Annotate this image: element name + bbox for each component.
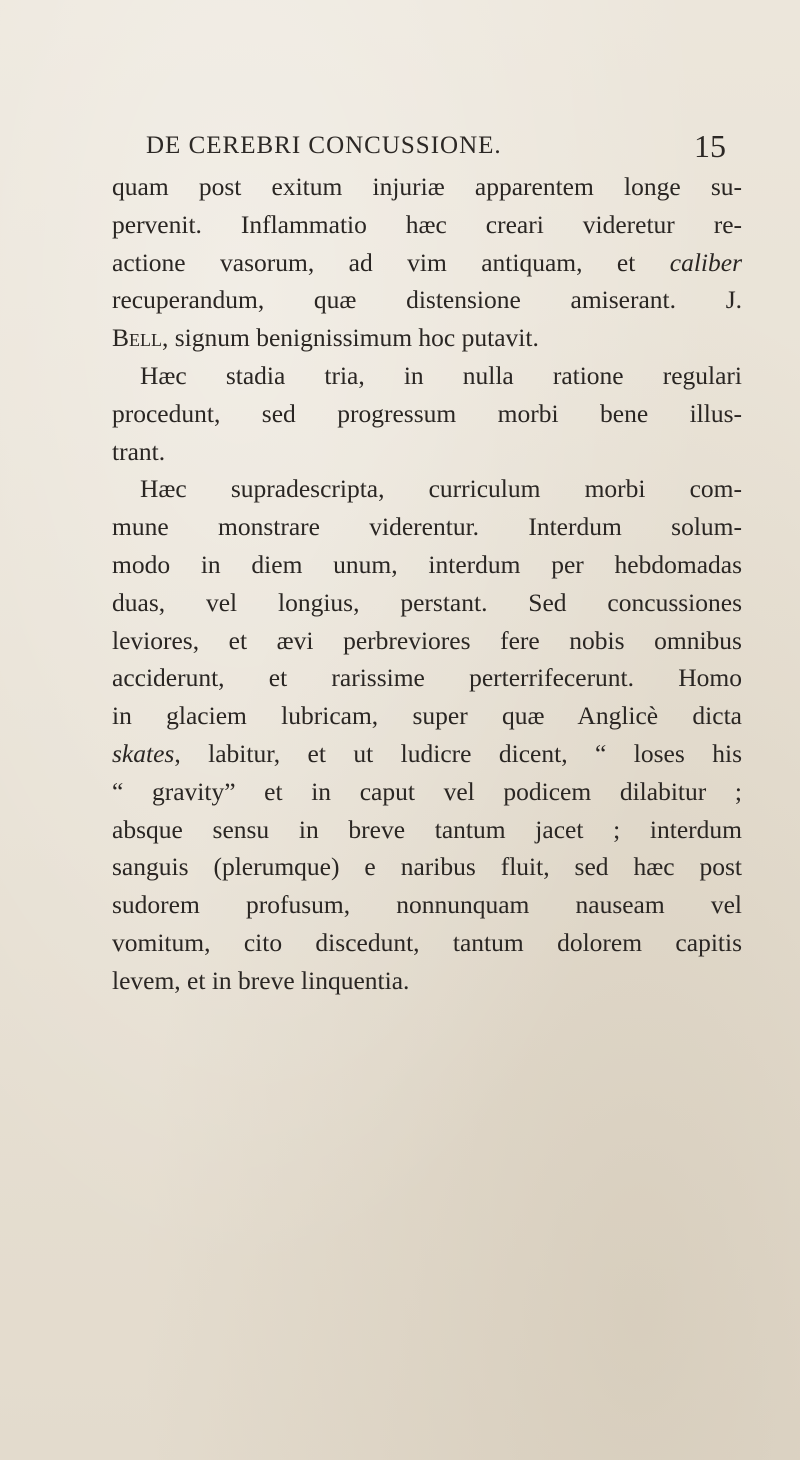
text-line-17: “ gravity” et in caput vel podicem dilabitur ; [112, 776, 742, 806]
body-text [112, 168, 742, 1000]
text-line-16-rest: , labitur, et ut ludicre dicent, “ loses his [174, 738, 742, 768]
text-line-7: procedunt, sed progressum morbi bene illus- [112, 398, 742, 428]
text-line-2: pervenit. Inflammatio hæc creari videretur re- [112, 209, 742, 239]
text-line-8: trant. [112, 436, 166, 466]
running-head [0, 128, 800, 168]
text-line-16 [112, 735, 742, 773]
text-line-5 [112, 319, 742, 357]
text-line-14: acciderunt, et rarissime perterrifecerunt. Homo [112, 663, 742, 693]
text-line-19: sanguis (plerumque) e naribus fluit, sed hæc post [112, 852, 742, 882]
text-line-21: vomitum, cito discedunt, tantum dolorem capitis [112, 927, 742, 957]
italic-term-caliber: caliber [669, 247, 742, 277]
text-line-9: Hæc supradescripta, curriculum morbi com- [140, 474, 742, 504]
text-line-1: quam post exitum injuriæ apparentem longe su- [112, 172, 742, 201]
text-line-10: mune monstrare viderentur. Interdum solum- [112, 512, 742, 542]
text-line-4: recuperandum, quæ distensione amiserant. J. [112, 285, 742, 315]
text-line-3 [112, 244, 742, 282]
text-line-22: levem, et in breve linquentia. [112, 965, 410, 995]
text-line-3-roman: actione vasorum, ad vim antiquam, et [112, 247, 636, 277]
text-line-11: modo in diem unum, interdum per hebdomadas [112, 549, 742, 579]
text-line-20: sudorem profusum, nonnunquam nauseam vel [112, 890, 742, 920]
italic-term-skates: skates [112, 738, 175, 768]
text-line-5-rest: , signum benignissimum hoc putavit. [162, 323, 539, 353]
text-line-13: leviores, et ævi perbreviores fere nobis omnibus [112, 625, 742, 655]
running-head-title: DE CEREBRI CONCUSSIONE. [146, 132, 502, 159]
author-name-bell: Bell [112, 323, 162, 353]
text-line-15: in glaciem lubricam, super quæ Anglicè dicta [112, 701, 742, 731]
text-line-18: absque sensu in breve tantum jacet ; interdum [112, 814, 742, 844]
text-line-12: duas, vel longius, perstant. Sed concussiones [112, 587, 742, 617]
text-line-6: Hæc stadia tria, in nulla ratione regulari [140, 360, 742, 390]
page-number: 15 [694, 128, 726, 164]
